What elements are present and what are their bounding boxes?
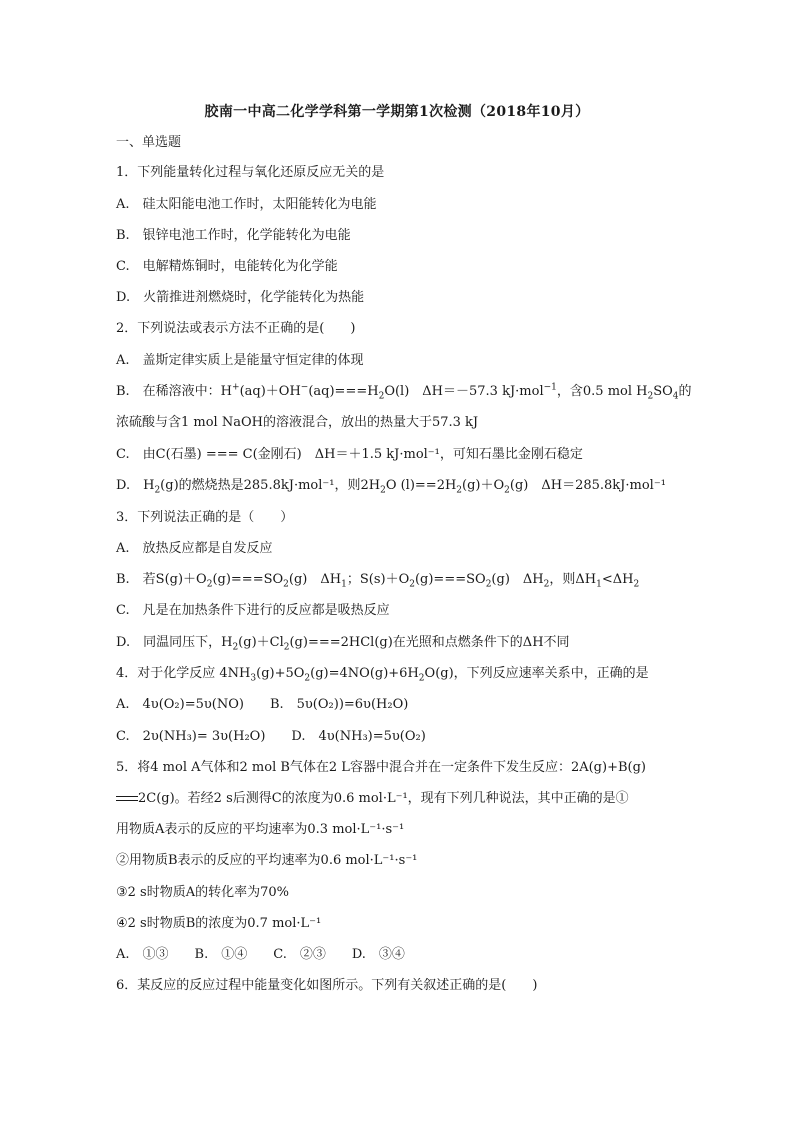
- q3-b-part: (g) ΔH: [491, 572, 544, 587]
- subscript: 2: [154, 485, 161, 496]
- q4-stem-part: (g)+5O: [256, 666, 305, 681]
- reversible-arrow-icon: [116, 794, 138, 804]
- q2-d-part: (g)的燃烧热是285.8kJ·mol⁻¹，则2H: [160, 478, 381, 493]
- subscript: 2: [283, 579, 289, 590]
- section-heading: 一、单选题: [116, 135, 182, 150]
- q1-option-c: C. 电解精炼铜时，电能转化为化学能: [116, 259, 338, 274]
- superscript: +: [232, 382, 240, 393]
- q3-option-d: [116, 634, 570, 652]
- q4-stem: [116, 665, 649, 683]
- superscript: −: [300, 382, 309, 393]
- q5-options: A. ①③ B. ①④ C. ②③ D. ③④: [116, 947, 405, 962]
- q4-options-cd: C. 2υ(NH₃)= 3υ(H₂O) D. 4υ(NH₃)=5υ(O₂): [116, 729, 426, 744]
- q4-stem-part: (g)=4NO(g)+6H: [310, 666, 419, 681]
- q3-d-part: D. 同温同压下，H: [116, 635, 233, 650]
- q2-option-b-line1: [116, 383, 692, 401]
- q3-b-part: ；S(s)＋O: [346, 572, 410, 587]
- q4-stem-part: O(g)，下列反应速率关系中，正确的是: [424, 666, 649, 681]
- q2-b-part: (aq)＋OH: [239, 384, 301, 399]
- subscript: 2: [232, 642, 239, 653]
- subscript: 1: [341, 579, 347, 590]
- q3-option-a: A. 放热反应都是自发反应: [116, 541, 273, 556]
- q3-b-part: B. 若S(g)＋O: [116, 572, 207, 587]
- q3-d-part: (g)＋Cl: [238, 635, 284, 650]
- q3-option-b: [116, 571, 639, 589]
- q3-b-part: <ΔH: [601, 572, 634, 587]
- q2-b-part: (aq)===H: [308, 384, 379, 399]
- subscript: 2: [647, 391, 654, 402]
- q3-b-part: ，则ΔH: [549, 572, 597, 587]
- q5-line1: 5．将4 mol A气体和2 mol B气体在2 L容器中混合并在一定条件下发生反应：2A(g)+B(g): [116, 760, 646, 775]
- q5-line3: 用物质A表示的反应的平均速率为0.3 mol·L⁻¹·s⁻¹: [116, 822, 405, 837]
- q4-stem-part: 4．对于化学反应 4NH: [116, 666, 251, 681]
- subscript: 2: [456, 485, 463, 496]
- subscript: 2: [485, 579, 492, 590]
- subscript: 2: [504, 485, 510, 496]
- q2-d-part: (g)＋O: [462, 478, 505, 493]
- q1-option-b: B. 银锌电池工作时，化学能转化为电能: [116, 228, 351, 243]
- subscript: 2: [409, 579, 415, 590]
- subscript: 3: [250, 673, 257, 684]
- q2-b-part: 的: [678, 384, 692, 399]
- q3-b-part: (g)===SO: [414, 572, 486, 587]
- q2-d-part: O (l)==2H: [385, 478, 457, 493]
- subscript: 2: [633, 579, 640, 590]
- q2-b-part: O(l) ΔH＝－57.3 kJ·mol: [384, 384, 544, 399]
- q2-b-part: ，含0.5 mol H: [556, 384, 648, 399]
- q3-stem: 3．下列说法正确的是（ ）: [116, 510, 294, 525]
- subscript: 2: [206, 579, 213, 590]
- q2-b-part: B. 在稀溶液中：H: [116, 384, 233, 399]
- q5-line4: ②用物质B表示的反应的平均速率为0.6 mol·L⁻¹·s⁻¹: [116, 853, 418, 868]
- q5-line6: ④2 s时物质B的浓度为0.7 mol·L⁻¹: [116, 916, 322, 931]
- q5-line5: ③2 s时物质A的转化率为70%: [116, 885, 290, 900]
- q4-options-ab: A. 4υ(O₂)=5υ(NO) B. 5υ(O₂))=6υ(H₂O): [116, 697, 409, 712]
- subscript: 2: [378, 391, 385, 402]
- subscript: 1: [596, 579, 602, 590]
- q1-stem: 1．下列能量转化过程与氧化还原反应无关的是: [116, 165, 385, 180]
- q1-option-a: A. 硅太阳能电池工作时，太阳能转化为电能: [116, 197, 377, 212]
- q2-option-d: [116, 477, 666, 495]
- q3-d-part: (g)===2HCl(g)在光照和点燃条件下的ΔH不同: [289, 635, 570, 650]
- q2-d-part: (g) ΔH＝285.8kJ·mol⁻¹: [509, 478, 666, 493]
- q3-b-part: (g) ΔH: [288, 572, 342, 587]
- subscript: 2: [543, 579, 550, 590]
- subscript: 2: [418, 673, 425, 684]
- q2-option-a: A. 盖斯定律实质上是能量守恒定律的体现: [116, 353, 364, 368]
- q2-stem: 2．下列说法或表示方法不正确的是( ): [116, 321, 356, 336]
- q3-b-part: (g)===SO: [212, 572, 284, 587]
- q5-line2: 2C(g)。若经2 s后测得C的浓度为0.6 mol·L⁻¹，现有下列几种说法，其中正确的是①: [138, 791, 629, 806]
- q6-stem: 6．某反应的反应过程中能量变化如图所示。下列有关叙述正确的是( ): [116, 978, 538, 993]
- q3-option-c: C. 凡是在加热条件下进行的反应都是吸热反应: [116, 603, 390, 618]
- subscript: 2: [380, 485, 386, 496]
- q2-d-part: D. H: [116, 478, 155, 493]
- exam-title: 胶南一中高二化学学科第一学期第1次检测（2018年10月）: [204, 104, 590, 120]
- q2-option-b-line2: 浓硫酸与含1 mol NaOH的溶液混合，放出的热量大于57.3 kJ: [116, 415, 479, 430]
- subscript: 4: [672, 391, 679, 402]
- superscript: −1: [543, 382, 557, 393]
- subscript: 2: [283, 642, 290, 653]
- subscript: 2: [304, 673, 311, 684]
- q2-b-part: SO: [653, 384, 673, 399]
- q1-option-d: D. 火箭推进剂燃烧时，化学能转化为热能: [116, 290, 365, 305]
- q5-line2-wrap: [116, 790, 629, 808]
- q2-option-c: C. 由C(石墨) === C(金刚石) ΔH＝＋1.5 kJ·mol⁻¹，可知石墨比金刚石稳定: [116, 447, 583, 462]
